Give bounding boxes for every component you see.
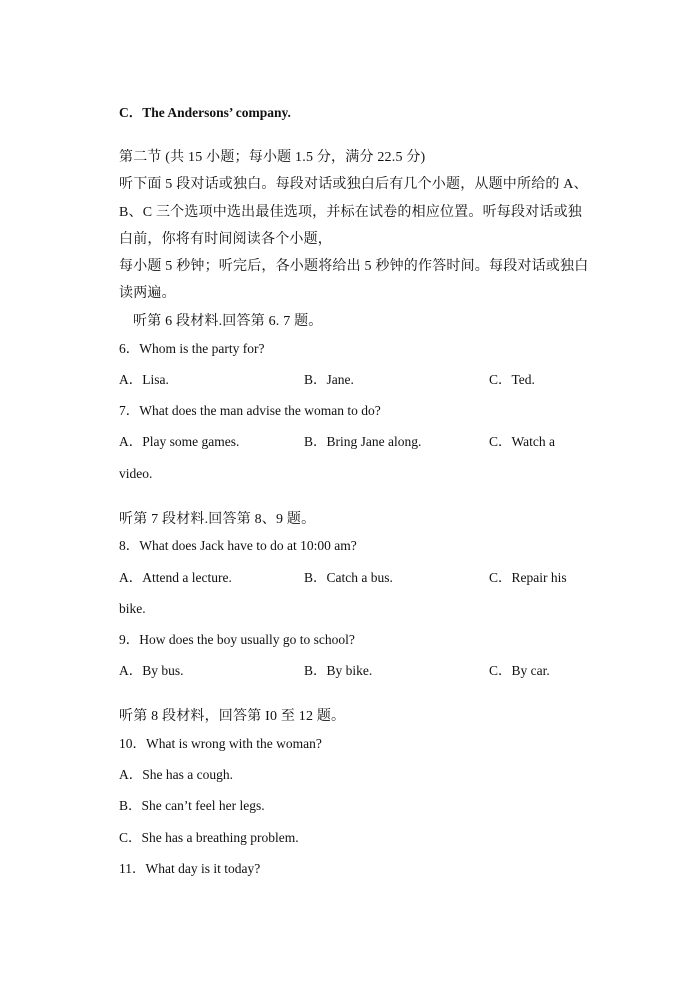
- q10-option-a: A．She has a cough.: [119, 767, 233, 782]
- q9-option-c: C．By car.: [489, 663, 550, 678]
- q6-option-c: C．Ted.: [489, 372, 535, 387]
- instruction-line: 白前，你将有时间阅读各个小题，: [119, 232, 332, 247]
- q10-option-c: C．She has a breathing problem.: [119, 830, 299, 845]
- q9-option-a: A．By bus.: [119, 663, 184, 678]
- instruction-line: 读两遍。: [119, 286, 176, 301]
- question-7: 7．What does the man advise the woman to do?: [119, 403, 381, 418]
- question-6: 6．Whom is the party for?: [119, 341, 265, 356]
- previous-option-c: C．The Andersons’ company.: [119, 105, 291, 120]
- material-6-heading: 听第 6 段材料.回答第 6. 7 题。: [133, 314, 323, 329]
- q7-option-c: C．Watch a: [489, 434, 556, 449]
- q7-option-b: B．Bring Jane along.: [304, 434, 422, 449]
- q10-option-b: B．She can’t feel her legs.: [119, 798, 265, 813]
- q7-option-a: A．Play some games.: [119, 434, 240, 449]
- q9-option-b: B．By bike.: [304, 663, 373, 678]
- q6-option-b: B．Jane.: [304, 372, 354, 387]
- material-8-heading: 听第 8 段材料，回答第 I0 至 12 题。: [119, 709, 346, 724]
- question-9: 9．How does the boy usually go to school?: [119, 632, 355, 647]
- instruction-line: 每小题 5 秒钟；听完后，各小题将给出 5 秒钟的作答时间。每段对话或独白: [119, 259, 589, 274]
- question-8: 8．What does Jack have to do at 10:00 am?: [119, 538, 357, 553]
- instruction-line: B、C 三个选项中选出最佳选项，并标在试卷的相应位置。听每段对话或独: [119, 205, 582, 220]
- material-7-heading: 听第 7 段材料.回答第 8、9 题。: [119, 512, 316, 527]
- q8-option-a: A．Attend a lecture.: [119, 570, 232, 585]
- q6-option-a: A．Lisa.: [119, 372, 169, 387]
- q8-option-b: B．Catch a bus.: [304, 570, 393, 585]
- instruction-line: 听下面 5 段对话或独白。每段对话或独白后有几个小题，从题中所给的 A、: [119, 177, 588, 192]
- q7-option-c-continued: video.: [119, 466, 153, 481]
- q8-option-c: C．Repair his: [489, 570, 567, 585]
- question-11: 11．What day is it today?: [119, 861, 261, 876]
- question-10: 10．What is wrong with the woman?: [119, 736, 322, 751]
- q8-option-c-continued: bike.: [119, 601, 146, 616]
- section-heading: 第二节 (共 15 小题；每小题 1.5 分，满分 22.5 分): [119, 150, 426, 165]
